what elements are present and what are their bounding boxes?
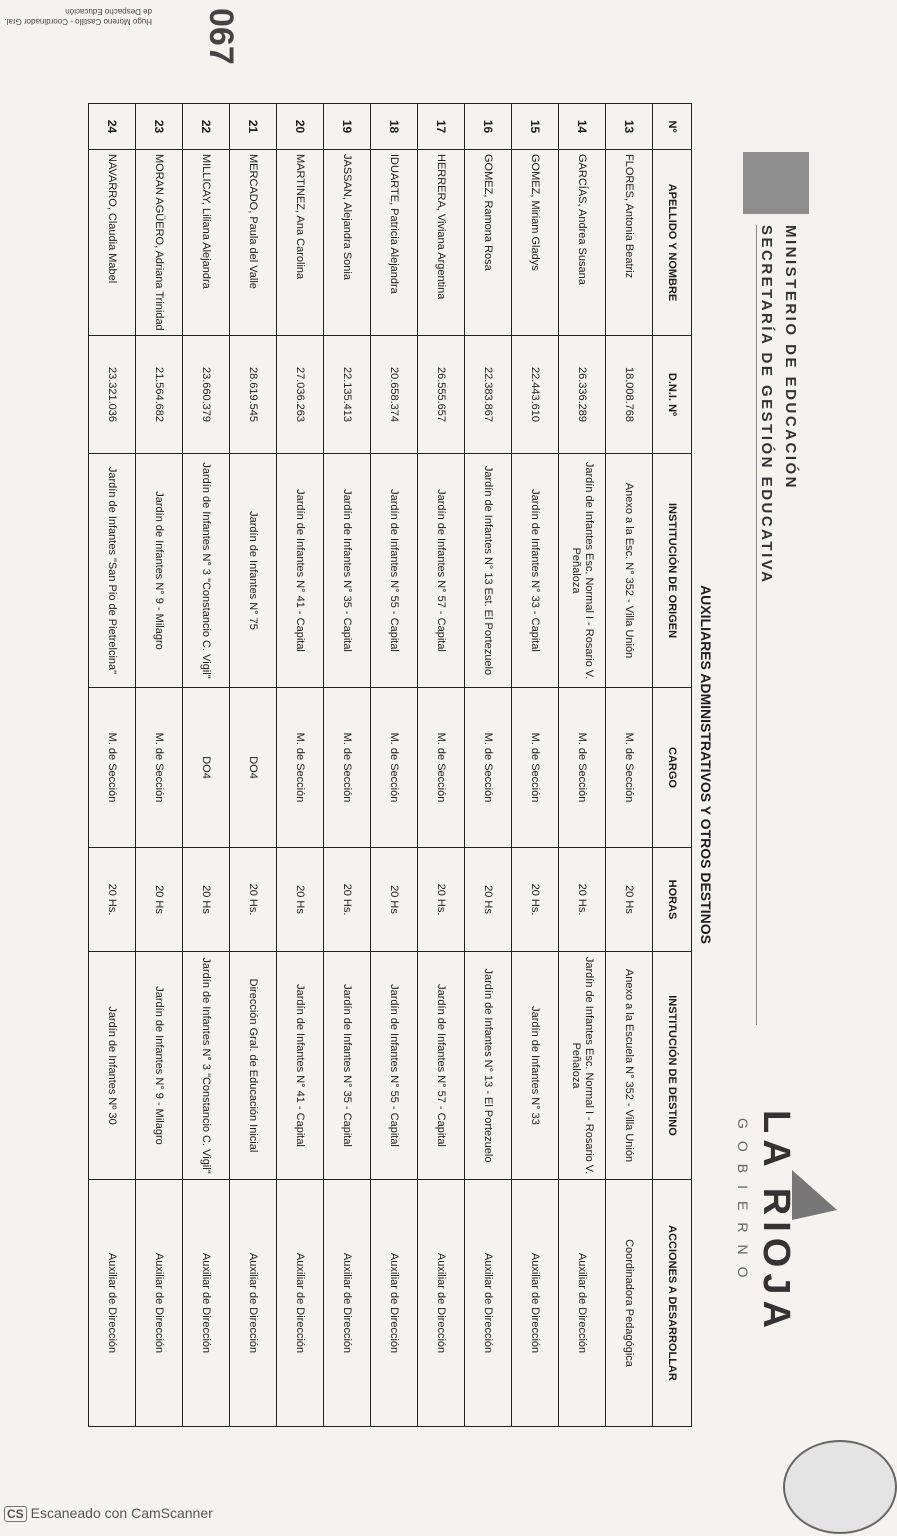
table-row	[465, 104, 512, 1427]
cell-name: GOMEZ, Ramona Rosa	[465, 150, 512, 336]
camscanner-logo-icon: CS	[4, 1506, 27, 1522]
cell-cargo: M. de Sección	[512, 688, 559, 848]
table-row	[230, 104, 277, 1427]
cell-accion: Auxiliar de Dirección	[136, 1180, 183, 1427]
cell-accion: Auxiliar de Dirección	[277, 1180, 324, 1427]
cell-cargo: M. de Sección	[136, 688, 183, 848]
cell-dni: 23.321.036	[89, 336, 136, 454]
folio-number: 067	[202, 8, 240, 65]
cell-cargo: DO4	[230, 688, 277, 848]
column-header: ACCIONES A DESARROLLAR	[653, 1180, 692, 1427]
cell-cargo: M. de Sección	[418, 688, 465, 848]
cell-destino: Jardín de Infantes Esc. Normal I - Rosario V. Peñaloza	[559, 952, 606, 1180]
cell-dni: 27.036.263	[277, 336, 324, 454]
cell-horas: 20 Hs	[606, 848, 653, 952]
staff-table	[88, 103, 692, 1427]
cell-destino: Jardín de Infantes N° 55 - Capital	[371, 952, 418, 1180]
column-header: INSTITUCIÓN DE ORIGEN	[653, 454, 692, 688]
cell-n: 18	[371, 104, 418, 150]
cell-destino: Jardín de Infantes N° 9 - Milagro	[136, 952, 183, 1180]
table-row	[89, 104, 136, 1427]
cell-n: 14	[559, 104, 606, 150]
cell-origen: Jardín de Infantes N° 9 - Milagro	[136, 454, 183, 688]
cell-horas: 20 Hs	[277, 848, 324, 952]
cell-accion: Auxiliar de Dirección	[371, 1180, 418, 1427]
footer-text: Escaneado con CamScanner	[30, 1505, 213, 1521]
cell-cargo: M. de Sección	[559, 688, 606, 848]
ministry-name: MINISTERIO DE EDUCACIÓN	[782, 225, 799, 491]
cell-accion: Auxiliar de Dirección	[183, 1180, 230, 1427]
cell-name: HERRERA, Viviana Argentina	[418, 150, 465, 336]
header-divider	[756, 225, 757, 1025]
cell-cargo: M. de Sección	[277, 688, 324, 848]
cell-n: 15	[512, 104, 559, 150]
cell-origen: Jardín de Infantes N° 57 - Capital	[418, 454, 465, 688]
cell-dni: 22.135.413	[324, 336, 371, 454]
cell-horas: 20 Hs.	[512, 848, 559, 952]
cell-accion: Auxiliar de Dirección	[324, 1180, 371, 1427]
cell-destino: Jardín de Infantes N° 3 "Constancio C. Vigil"	[183, 952, 230, 1180]
cell-n: 24	[89, 104, 136, 150]
column-header: D.N.I. Nº	[653, 336, 692, 454]
cell-destino: Jardín de Infantes N° 13 - El Portezuelo	[465, 952, 512, 1180]
cell-origen: Jardín de Infantes N° 35 - Capital	[324, 454, 371, 688]
cell-name: MARTINEZ, Ana Carolina	[277, 150, 324, 336]
cell-n: 13	[606, 104, 653, 150]
cell-origen: Jardín de Infantes N° 13 Est. El Portezuelo	[465, 454, 512, 688]
table-row	[371, 104, 418, 1427]
cell-horas: 20 Hs	[465, 848, 512, 952]
table-row	[324, 104, 371, 1427]
cell-destino: Jardín de Infantes N° 41 - Capital	[277, 952, 324, 1180]
cell-horas: 20 Hs.	[89, 848, 136, 952]
cell-n: 19	[324, 104, 371, 150]
column-header: HORAS	[653, 848, 692, 952]
cell-destino: Jardín de Infantes N° 35 - Capital	[324, 952, 371, 1180]
cell-origen: Jardín de Infantes N° 75	[230, 454, 277, 688]
cell-n: 16	[465, 104, 512, 150]
cell-cargo: M. de Sección	[371, 688, 418, 848]
cell-accion: Coordinadora Pedagógica	[606, 1180, 653, 1427]
official-seal-stamp	[783, 1440, 897, 1534]
table-row	[512, 104, 559, 1427]
column-header: APELLIDO Y NOMBRE	[653, 150, 692, 336]
cell-origen: Jardín de Infantes N° 41 - Capital	[277, 454, 324, 688]
cell-origen: Jardín de Infantes N° 3 "Constancio C. Vigil"	[183, 454, 230, 688]
table-title: AUXILIARES ADMINISTRATIVOS Y OTROS DESTINOS	[698, 585, 714, 944]
cell-dni: 21.564.682	[136, 336, 183, 454]
cell-name: MILLICAY, Liliana Alejandra	[183, 150, 230, 336]
table-row	[418, 104, 465, 1427]
cell-name: GARCÍAS, Andrea Susana	[559, 150, 606, 336]
cell-accion: Auxiliar de Dirección	[230, 1180, 277, 1427]
table-header-row	[653, 104, 692, 1427]
cell-destino: Jardín de Infantes Nº 30	[89, 952, 136, 1180]
cell-cargo: M. de Sección	[324, 688, 371, 848]
cell-n: 21	[230, 104, 277, 150]
cell-horas: 20 Hs.	[559, 848, 606, 952]
ministry-gray-block	[743, 152, 809, 214]
cell-horas: 20 Hs	[136, 848, 183, 952]
cell-origen: Jardín de Infantes N° 33 - Capital	[512, 454, 559, 688]
cell-n: 23	[136, 104, 183, 150]
cell-horas: 20 Hs.	[230, 848, 277, 952]
cell-cargo: DO4	[183, 688, 230, 848]
cell-name: GOMEZ, Miriam Gladys	[512, 150, 559, 336]
cell-name: IDUARTE, Patricia Alejandra	[371, 150, 418, 336]
cell-cargo: M. de Sección	[606, 688, 653, 848]
cell-origen: Jardín de Infantes "San Pio de Pietrelcina"	[89, 454, 136, 688]
cell-name: NAVARRO, Claudia Mabel	[89, 150, 136, 336]
table-row	[559, 104, 606, 1427]
cell-horas: 20 Hs	[183, 848, 230, 952]
la-rioja-logo-icon	[792, 1170, 837, 1220]
table-row	[136, 104, 183, 1427]
table-row	[606, 104, 653, 1427]
cell-cargo: M. de Sección	[89, 688, 136, 848]
cell-cargo: M. de Sección	[465, 688, 512, 848]
table-row	[277, 104, 324, 1427]
secretariat-name: SECRETARÍA DE GESTIÓN EDUCATIVA	[758, 225, 775, 585]
cell-destino: Jardín de Infantes N° 33	[512, 952, 559, 1180]
cell-dni: 22.443.610	[512, 336, 559, 454]
cell-origen: Jardín de Infantes Esc. Normal I - Rosario V. Peñaloza	[559, 454, 606, 688]
column-header: Nº	[653, 104, 692, 150]
logo-text: LA RIOJA	[755, 1110, 797, 1334]
cell-origen: Anexo a la Esc. N° 352 - Villa Unión	[606, 454, 653, 688]
cell-dni: 23.660.379	[183, 336, 230, 454]
column-header: CARGO	[653, 688, 692, 848]
cell-accion: Auxiliar de Dirección	[465, 1180, 512, 1427]
cell-dni: 22.383.867	[465, 336, 512, 454]
cell-destino: Anexo a la Escuela N° 352 - Villa Unión	[606, 952, 653, 1180]
cell-n: 22	[183, 104, 230, 150]
cell-origen: Jardín de Infantes N° 55 - Capital	[371, 454, 418, 688]
cell-horas: 20 Hs.	[418, 848, 465, 952]
cell-horas: 20 Hs.	[324, 848, 371, 952]
logo-subtext: GOBIERNO	[735, 1118, 751, 1290]
cell-destino: Dirección Gral. de Educación Inicial	[230, 952, 277, 1180]
cell-name: JASSAN, Alejandra Sonia	[324, 150, 371, 336]
cell-n: 20	[277, 104, 324, 150]
cell-accion: Auxiliar de Dirección	[418, 1180, 465, 1427]
cell-dni: 20.658.374	[371, 336, 418, 454]
cell-accion: Auxiliar de Dirección	[559, 1180, 606, 1427]
cell-destino: Jardín de Infantes N° 57 - Capital	[418, 952, 465, 1180]
cell-name: MERCADO, Paula del Valle	[230, 150, 277, 336]
cell-dni: 26.555.657	[418, 336, 465, 454]
cell-horas: 20 Hs	[371, 848, 418, 952]
column-header: INSTITUCIÓN DE DESTINO	[653, 952, 692, 1180]
cell-accion: Auxiliar de Dirección	[512, 1180, 559, 1427]
margin-stamp: Hugo Moreno Castillo - Coordinador Gral. de Despacho Educación	[4, 7, 152, 26]
cell-dni: 18.008.768	[606, 336, 653, 454]
table-row	[183, 104, 230, 1427]
scanner-footer	[4, 1505, 213, 1522]
cell-name: FLORES, Antonia Beatriz	[606, 150, 653, 336]
cell-n: 17	[418, 104, 465, 150]
cell-accion: Auxiliar de Dirección	[89, 1180, 136, 1427]
cell-name: MORAN AGÜERO, Adriana Trinidad	[136, 150, 183, 336]
cell-dni: 26.336.289	[559, 336, 606, 454]
cell-dni: 28.619.545	[230, 336, 277, 454]
